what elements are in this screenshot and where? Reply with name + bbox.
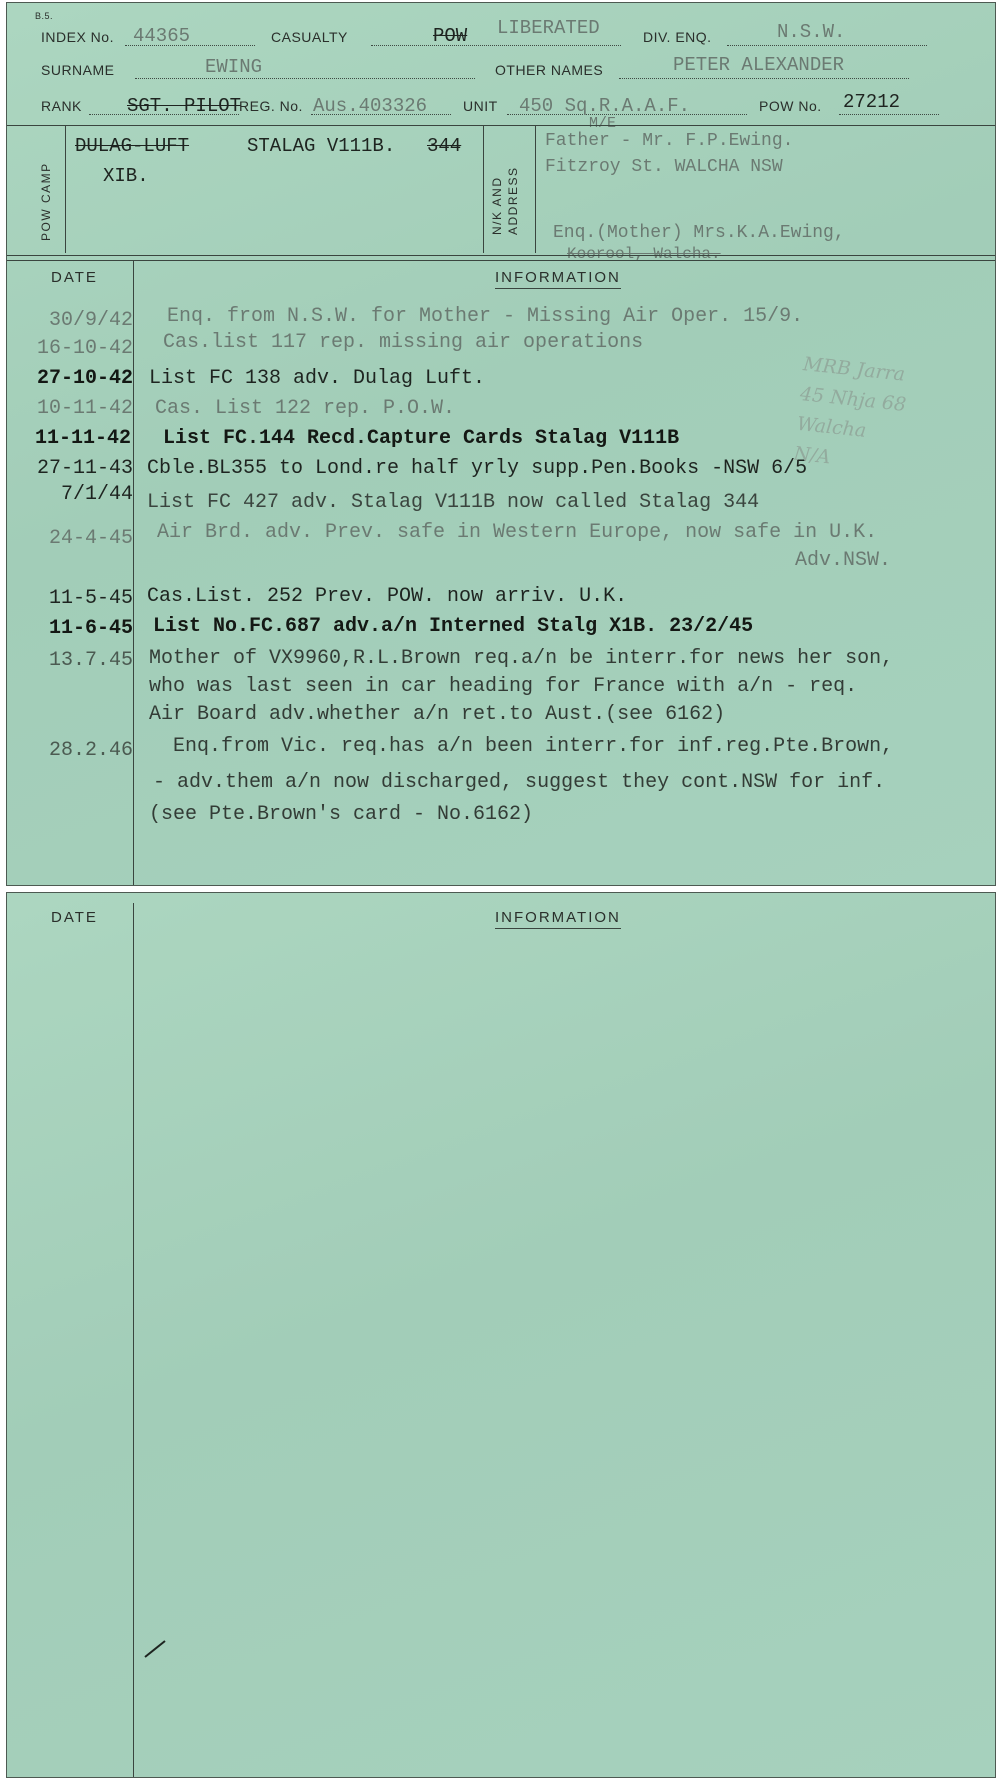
entry-date: 28.2.46 — [48, 739, 133, 762]
entry-text: Cas.List. 252 Prev. POW. now arriv. U.K. — [147, 585, 628, 608]
entry-date: 24-4-45 — [48, 527, 133, 550]
surname-line — [135, 78, 475, 79]
header-rule-double — [7, 260, 996, 261]
back-date-column-divider — [133, 903, 134, 1778]
casualty-liberated-value: LIBERATED — [497, 17, 600, 39]
nk-line4: Koorool, Walcha. — [567, 245, 721, 263]
unit-value: 450 Sq.R.A.A.F. — [519, 95, 691, 117]
unit-label: UNIT — [463, 98, 498, 114]
entry-text: Enq. from N.S.W. for Mother - Missing Air Oper. 15/9. — [167, 305, 804, 328]
nk-line1: Father - Mr. F.P.Ewing. — [545, 131, 794, 151]
card-front — [6, 2, 996, 886]
rank-label: RANK — [41, 98, 82, 114]
corner-mark: B.5. — [35, 11, 54, 21]
unit-note: M/E — [589, 115, 617, 132]
entry-text: List FC.144 Recd.Capture Cards Stalag V111B — [163, 427, 680, 450]
casualty-label: CASUALTY — [271, 29, 348, 45]
header-rule-mid — [7, 255, 996, 256]
pow-no-label: POW No. — [759, 98, 822, 114]
pow-camp-line2: XIB. — [103, 165, 149, 187]
nk-right-divider — [535, 125, 536, 253]
date-column-divider — [133, 261, 134, 886]
entry-text: Cas.list 117 rep. missing air operations — [163, 331, 644, 354]
entry-text-cont: - adv.them a/n now discharged, suggest they cont.NSW for inf. — [153, 771, 886, 794]
surname-value: EWING — [205, 56, 263, 78]
entry-text-cont: Adv.NSW. — [795, 549, 892, 572]
pow-camp-label: POW CAMP — [39, 162, 53, 241]
pencil-tick-mark — [141, 1637, 171, 1661]
entry-date: 11-5-45 — [48, 587, 133, 610]
casualty-pow-value: POW — [433, 25, 468, 47]
nk-address-label: N/K AND ADDRESS — [490, 166, 520, 235]
entry-text: List FC 427 adv. Stalag V111B now called Stalag 344 — [147, 491, 760, 514]
entry-text: List No.FC.687 adv.a/n Interned Stalg X1B. 23/2/45 — [153, 615, 754, 638]
other-names-value: PETER ALEXANDER — [673, 54, 845, 76]
entry-date: 27-11-43 — [36, 457, 133, 480]
div-enq-value: N.S.W. — [777, 21, 846, 43]
entry-text: Enq.from Vic. req.has a/n been interr.for inf.reg.Pte.Brown, — [173, 735, 894, 758]
div-enq-line — [727, 45, 927, 46]
pow-no-value: 27212 — [843, 91, 901, 113]
entry-text: Mother of VX9960,R.L.Brown req.a/n be interr.for news her son, — [149, 647, 894, 670]
entry-text: List FC 138 adv. Dulag Luft. — [149, 367, 486, 390]
back-date-column-header: DATE — [51, 909, 98, 926]
other-names-line — [619, 78, 909, 79]
index-no-label: INDEX No. — [41, 29, 114, 45]
other-names-label: OTHER NAMES — [495, 62, 604, 78]
entry-date: 7/1/44 — [60, 483, 133, 506]
nk-line2: Fitzroy St. WALCHA NSW — [545, 157, 783, 177]
header-rule-top — [7, 125, 996, 126]
entry-text: Cble.BL355 to Lond.re half yrly supp.Pen.Books -NSW 6/5 — [147, 457, 808, 480]
surname-label: SURNAME — [41, 62, 115, 78]
entry-date: 11-6-45 — [48, 617, 133, 640]
entry-date: 11-11-42 — [34, 427, 131, 450]
entry-text: Air Brd. adv. Prev. safe in Western Europe, now safe in U.K. — [157, 521, 878, 544]
back-information-column-header: INFORMATION — [495, 909, 621, 929]
entry-date: 13.7.45 — [48, 649, 133, 672]
pencil-note: MRB Jarra 45 Nhja 68 Walcha N/A — [792, 353, 908, 469]
entry-date: 16-10-42 — [36, 337, 133, 360]
entry-text: Cas. List 122 rep. P.O.W. — [155, 397, 456, 420]
pow-camp-struck: DULAG-LUFT — [75, 135, 190, 157]
date-column-header: DATE — [51, 269, 98, 286]
card-back — [6, 892, 996, 1778]
entry-date: 27-10-42 — [36, 367, 133, 390]
information-column-header: INFORMATION — [495, 269, 621, 289]
pow-camp-divider — [65, 125, 66, 253]
nk-line3: Enq.(Mother) Mrs.K.A.Ewing, — [553, 223, 845, 243]
rank-value: SGT. PILOT — [127, 95, 242, 117]
reg-no-value: Aus.403326 — [313, 95, 428, 117]
pow-no-line — [839, 114, 939, 115]
pow-camp-struck2: 344 — [427, 135, 462, 157]
pow-camp-line1: STALAG V111B. — [247, 135, 396, 157]
entry-text-cont: who was last seen in car heading for France with a/n - req. — [149, 675, 858, 698]
index-no-value: 44365 — [133, 25, 191, 47]
entry-date: 30/9/42 — [48, 309, 133, 332]
div-enq-label: DIV. ENQ. — [643, 29, 712, 45]
entry-text-cont: (see Pte.Brown's card - No.6162) — [149, 803, 534, 826]
casualty-line — [371, 45, 621, 46]
entry-text-cont: Air Board adv.whether a/n ret.to Aust.(see 6162) — [149, 703, 726, 726]
nk-left-divider — [483, 125, 484, 253]
entry-date: 10-11-42 — [36, 397, 133, 420]
reg-no-label: REG. No. — [239, 98, 303, 114]
